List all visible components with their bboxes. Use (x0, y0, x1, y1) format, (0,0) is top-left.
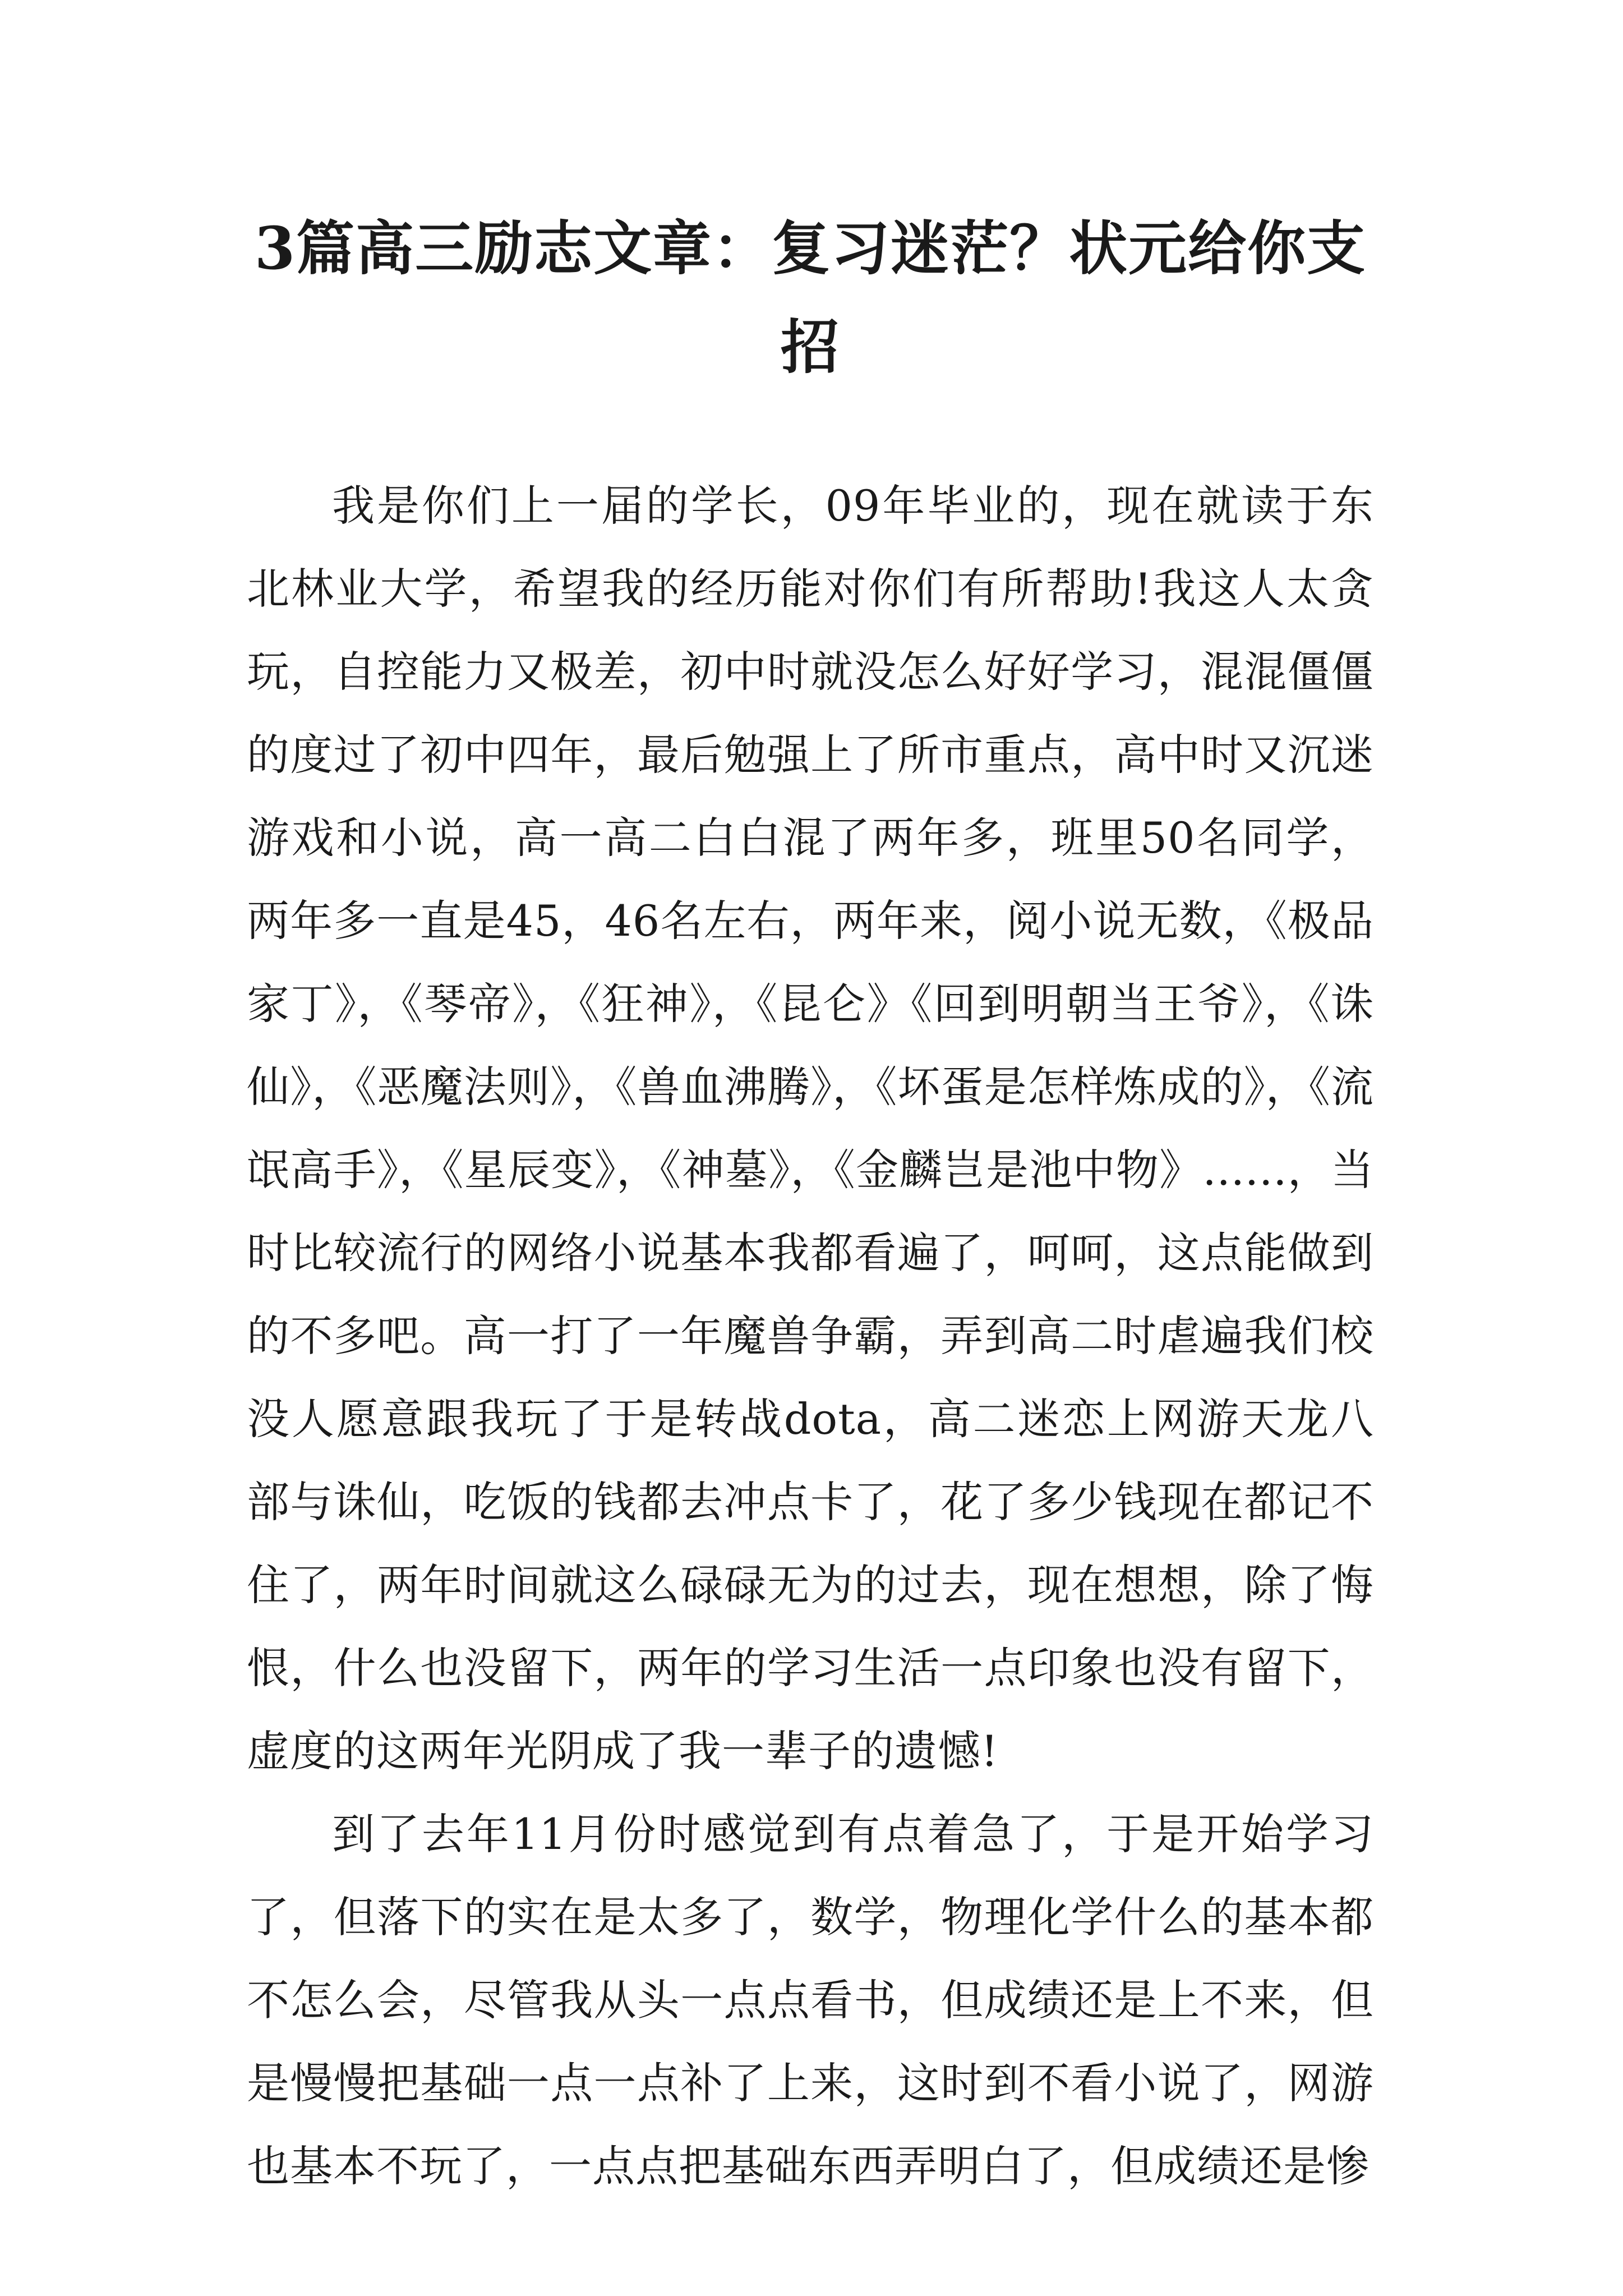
paragraph: 到了去年11月份时感觉到有点着急了，于是开始学习了，但落下的实在是太多了，数学，物理化学什么的基本都不怎么会，尽管我从头一点点看书，但成绩还是上不来，但是慢慢把基础一点一点补了上来，这时到不看小说了，网游也基本不玩了，一点点把基础东西弄明白了，但成绩还是惨 (247, 1809, 1374, 2191)
document-title: 3篇高三励志文章：复习迷茫？状元给你支招 (254, 214, 1367, 381)
paragraph: 我是你们上一届的学长，09年毕业的，现在就读于东北林业大学，希望我的经历能对你们有所帮助!我这人太贪玩，自控能力又极差，初中时就没怎么好好学习，混混僵僵的度过了初中四年，最后勉强上了所市重点，高中时又沉迷游戏和小说，高一高二白白混了两年多，班里50名同学，两年多一直是45，46名左右，两年来，阅小说无数，《极品家丁》，《琴帝》，《狂神》，《昆仑》《回到明朝当王爷》，《诛仙》，《恶魔法则》，《兽血沸腾》，《坏蛋是怎样炼成的》，《流氓高手》，《星辰变》，《神墓》，《金麟岂是池中物》......，当时比较流行的网络小说基本我都看遍了，呵呵，这点能做到的不多吧。高一打了一年魔兽争霸，弄到高二时虐遍我们校没人愿意跟我玩了于是转战dota，高二迷恋上网游天龙八部与诛仙，吃饭的钱都去冲点卡了，花了多少钱现在都记不住了，两年时间就这么碌碌无为的过去，现在想想，除了悔恨，什么也没留下，两年的学习生活一点印象也没有留下，虚度的这两年光阴成了我一辈子的遗憾! (247, 481, 1374, 1776)
document-body (247, 464, 1374, 2208)
